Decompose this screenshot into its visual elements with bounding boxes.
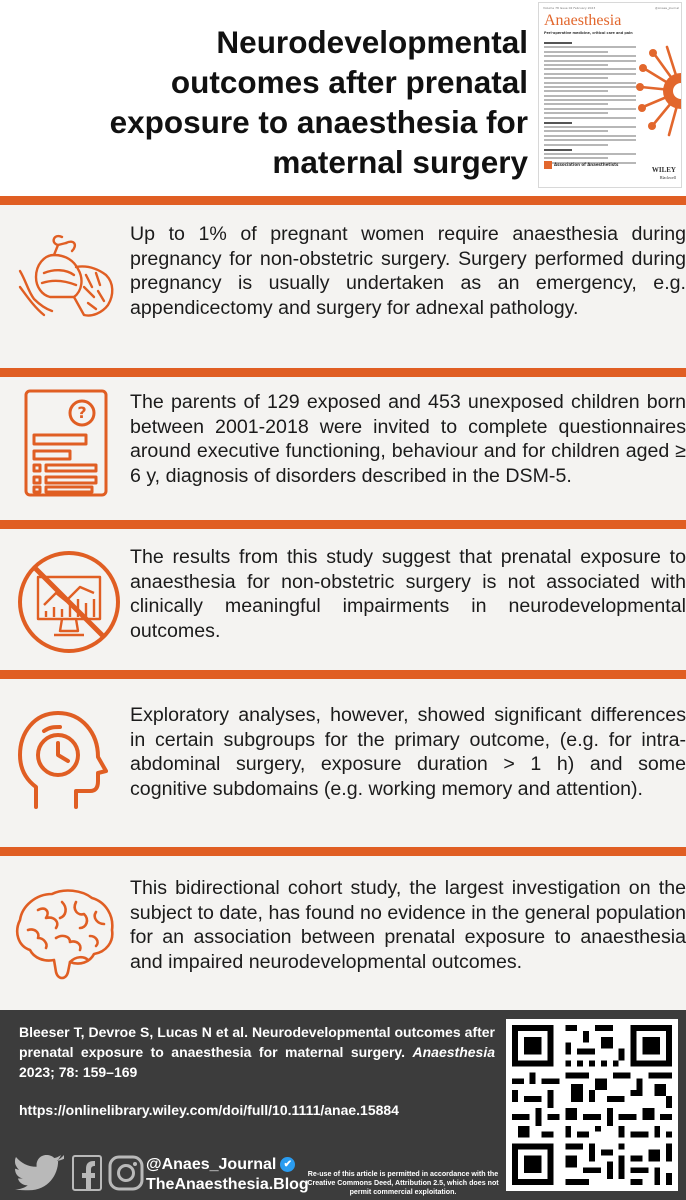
cover-journal-name: Anaesthesia bbox=[544, 12, 622, 29]
twitter-handle[interactable]: @Anaes_Journal bbox=[146, 1156, 277, 1173]
section-4-text: Exploratory analyses, however, showed significant differences in certain subgroups for the primary outcome, (e.g. for intra-abdominal surgery, exposure duration > 1 h) and some cognitive subdomains (e.g. working memory and attention). bbox=[130, 704, 686, 800]
doi-link[interactable]: https://onlinelibrary.wiley.com/doi/full/10.1111/anae.15884 bbox=[19, 1102, 399, 1118]
anaesthesia-mask-icon bbox=[14, 225, 124, 335]
qr-code[interactable] bbox=[506, 1019, 678, 1191]
section-background bbox=[0, 679, 686, 847]
blog-link[interactable]: TheAnaesthesia.Blog bbox=[146, 1176, 309, 1193]
section-5-text: This bidirectional cohort study, the largest investigation on the subject to date, has found no evidence in the general population for an association between prenatal exposure to anaesthesia and impaired neurodevelopmental outcomes. bbox=[130, 877, 686, 973]
questionnaire-icon bbox=[18, 387, 128, 497]
head-clock-icon bbox=[14, 703, 124, 813]
footer bbox=[0, 1010, 686, 1200]
header bbox=[0, 0, 686, 196]
section-background bbox=[0, 205, 686, 368]
no-chart-monitor-icon bbox=[14, 547, 124, 657]
brain-icon bbox=[10, 880, 120, 990]
section-background bbox=[0, 377, 686, 520]
twitter-icon[interactable] bbox=[14, 1155, 66, 1191]
divider-band bbox=[0, 847, 686, 856]
divider-band bbox=[0, 196, 686, 205]
cover-society: Association of Anaesthetists bbox=[544, 161, 618, 169]
citation: Bleeser T, Devroe S, Lucas N et al. Neurodevelopmental outcomes after prenatal exposure to anaesthesia for maternal surgery. Anaesthesia 2023; 78: 159–169 bbox=[19, 1024, 495, 1080]
svg-text:?: ? bbox=[77, 403, 87, 422]
journal-cover-thumbnail bbox=[538, 2, 682, 188]
social-handles bbox=[146, 1155, 309, 1195]
verified-icon: ✔ bbox=[280, 1157, 295, 1172]
divider-band bbox=[0, 520, 686, 529]
divider-band bbox=[0, 670, 686, 679]
reuse-notice: Re-use of this article is permitted in accordance with the Creative Commons Deed, Attribution 2.5, which does not permit commercial exploitation. bbox=[307, 1170, 499, 1197]
section-background bbox=[0, 856, 686, 1010]
section-background bbox=[0, 529, 686, 670]
cover-contents-lines bbox=[544, 39, 636, 166]
cover-swirl-graphic bbox=[635, 43, 681, 139]
section-1-text: Up to 1% of pregnant women require anaesthesia during pregnancy for non-obstetric surgery. Surgery performed during pregnancy is usually undertaken as an emergency, e.g. appendicectomy and surgery for adnexal pathology. bbox=[130, 223, 686, 319]
facebook-icon[interactable] bbox=[72, 1155, 102, 1191]
divider-band bbox=[0, 368, 686, 377]
cover-header: Volume 78 Issue 02 February 2023 @Anaes_Journal bbox=[543, 6, 679, 10]
page-title: Neurodevelopmental outcomes after prenatal exposure to anaesthesia for maternal surgery bbox=[109, 24, 528, 180]
instagram-icon[interactable] bbox=[108, 1155, 144, 1191]
cover-publisher: WILEY Blackwell bbox=[651, 166, 676, 180]
cover-subtitle: Peri-operative medicine, critical care and pain bbox=[544, 31, 633, 35]
social-icons bbox=[14, 1153, 150, 1193]
section-3-text: The results from this study suggest that prenatal exposure to anaesthesia for non-obstetric surgery is not associated with clinically meaningful impairments in neurodevelopmental outcomes. bbox=[130, 546, 686, 642]
section-2-text: The parents of 129 exposed and 453 unexposed children born between 2001-2018 were invited to complete questionnaires around executive functioning, behaviour and for children aged ≥ 6 y, diagnosis of disorders described in the DSM-5. bbox=[130, 391, 686, 487]
